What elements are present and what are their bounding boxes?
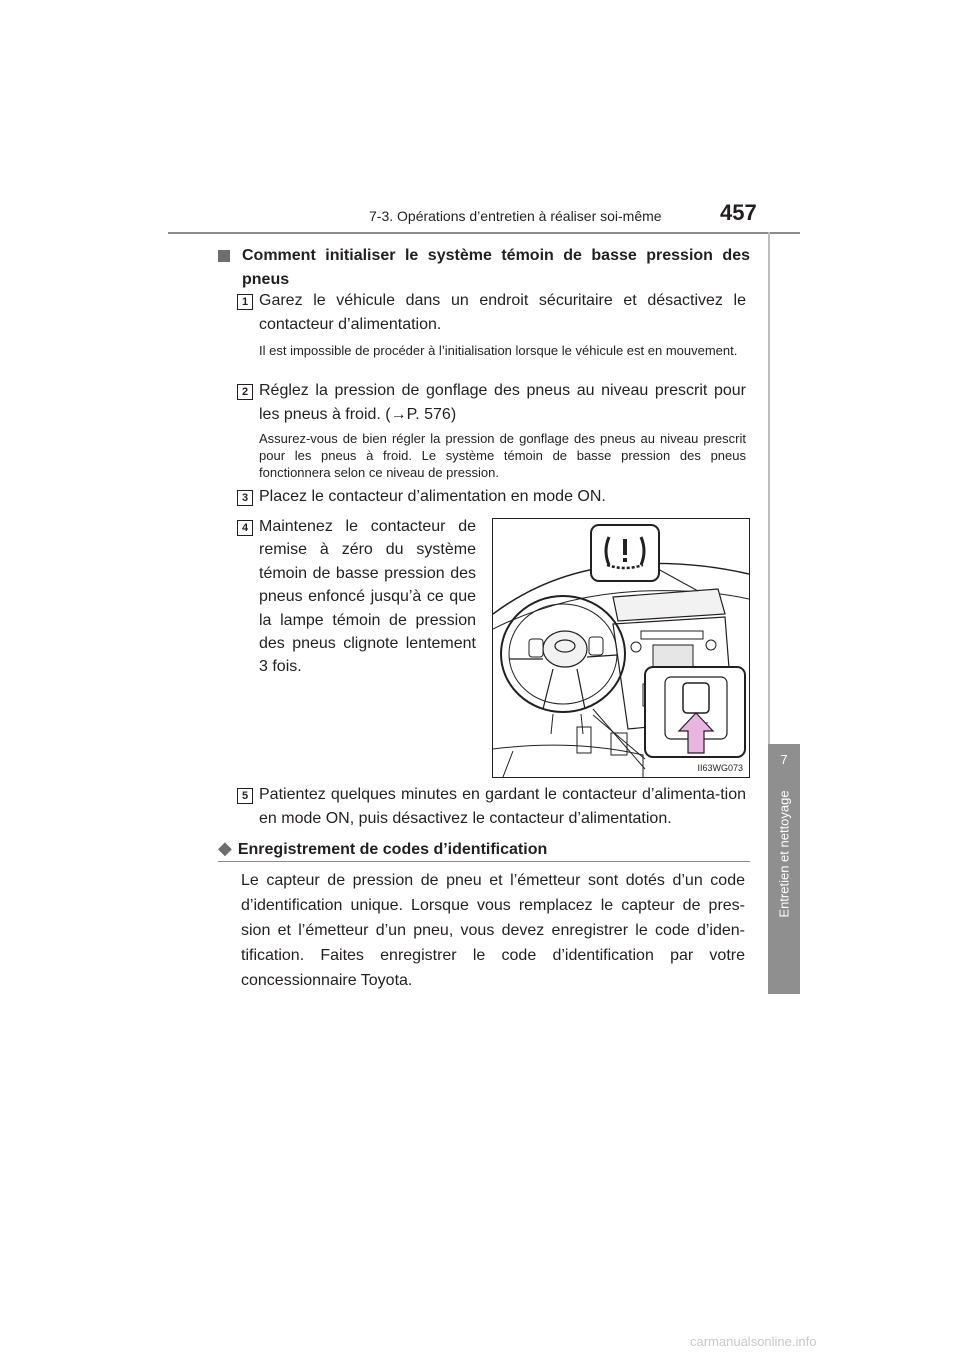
step-5-text: Patientez quelques minutes en gardant le contacteur d’alimenta-tion en mode ON, puis désactivez le contacteur d’alimentation. [259,786,746,827]
square-bullet-icon [218,250,230,262]
step-1-note: Il est impossible de procéder à l’initialisation lorsque le véhicule est en mouvement. [259,343,738,358]
step-number-1: 1 [237,294,253,310]
diamond-bullet-icon: ◆ [218,838,232,858]
dashboard-drawing [493,519,749,777]
step-number-4: 4 [237,520,253,536]
subsection-heading [218,836,547,862]
figure-code: II63WG073 [697,763,743,773]
step-4-text: Maintenez le contacteur de remise à zéro du système témoin de basse pression des pneus enfoncé jusqu’à ce que la lampe témoin de pression des pneus clignote lentement 3 fois. [259,518,476,676]
step-number-3: 3 [237,490,253,506]
subsection-rule [218,861,750,862]
running-header: 7-3. Opérations d’entretien à réaliser soi-même [369,208,662,224]
step-2-note: Assurez-vous de bien régler la pression de gonflage des pneus au niveau prescrit pour les pneus à froid. Le système témoin de basse pression des pneus fonctionnera selon ce niveau de pression. [259,431,746,480]
dashboard-illustration [492,518,750,778]
chapter-tab [768,744,800,994]
step-1-text: Garez le véhicule dans un endroit sécuritaire et désactivez le contacteur d’alimentation. [259,292,746,333]
chapter-title: Entretien et nettoyage [776,790,792,918]
step-3-text: Placez le contacteur d’alimentation en mode ON. [259,488,606,505]
step-number-5: 5 [237,788,253,804]
subsection-heading-text: Enregistrement de codes d’identification [237,841,548,858]
watermark: carmanualsonline.info [690,1334,817,1349]
subsection-paragraph: Le capteur de pression de pneu et l’émetteur sont dotés d’un code d’identification unique. Lorsque vous remplacez le capteur de pres-sion et l’émetteur d’un pneu, vous devez enregistrer le code d’iden-tification. Faites enregistrer le code d’identification par votre concessionnaire Toyota. [241,872,745,989]
header-rule [168,232,800,234]
section-heading-text: Comment initialiser le système témoin de basse pression des pneus [242,247,750,288]
section-heading [218,244,750,292]
side-tab-line [768,232,770,744]
page-number: 457 [720,200,757,225]
chapter-number: 7 [780,752,788,767]
step-number-2: 2 [237,384,253,400]
step-2-text: Réglez la pression de gonflage des pneus au niveau prescrit pour les pneus à froid. (→P. 576) [259,382,746,423]
